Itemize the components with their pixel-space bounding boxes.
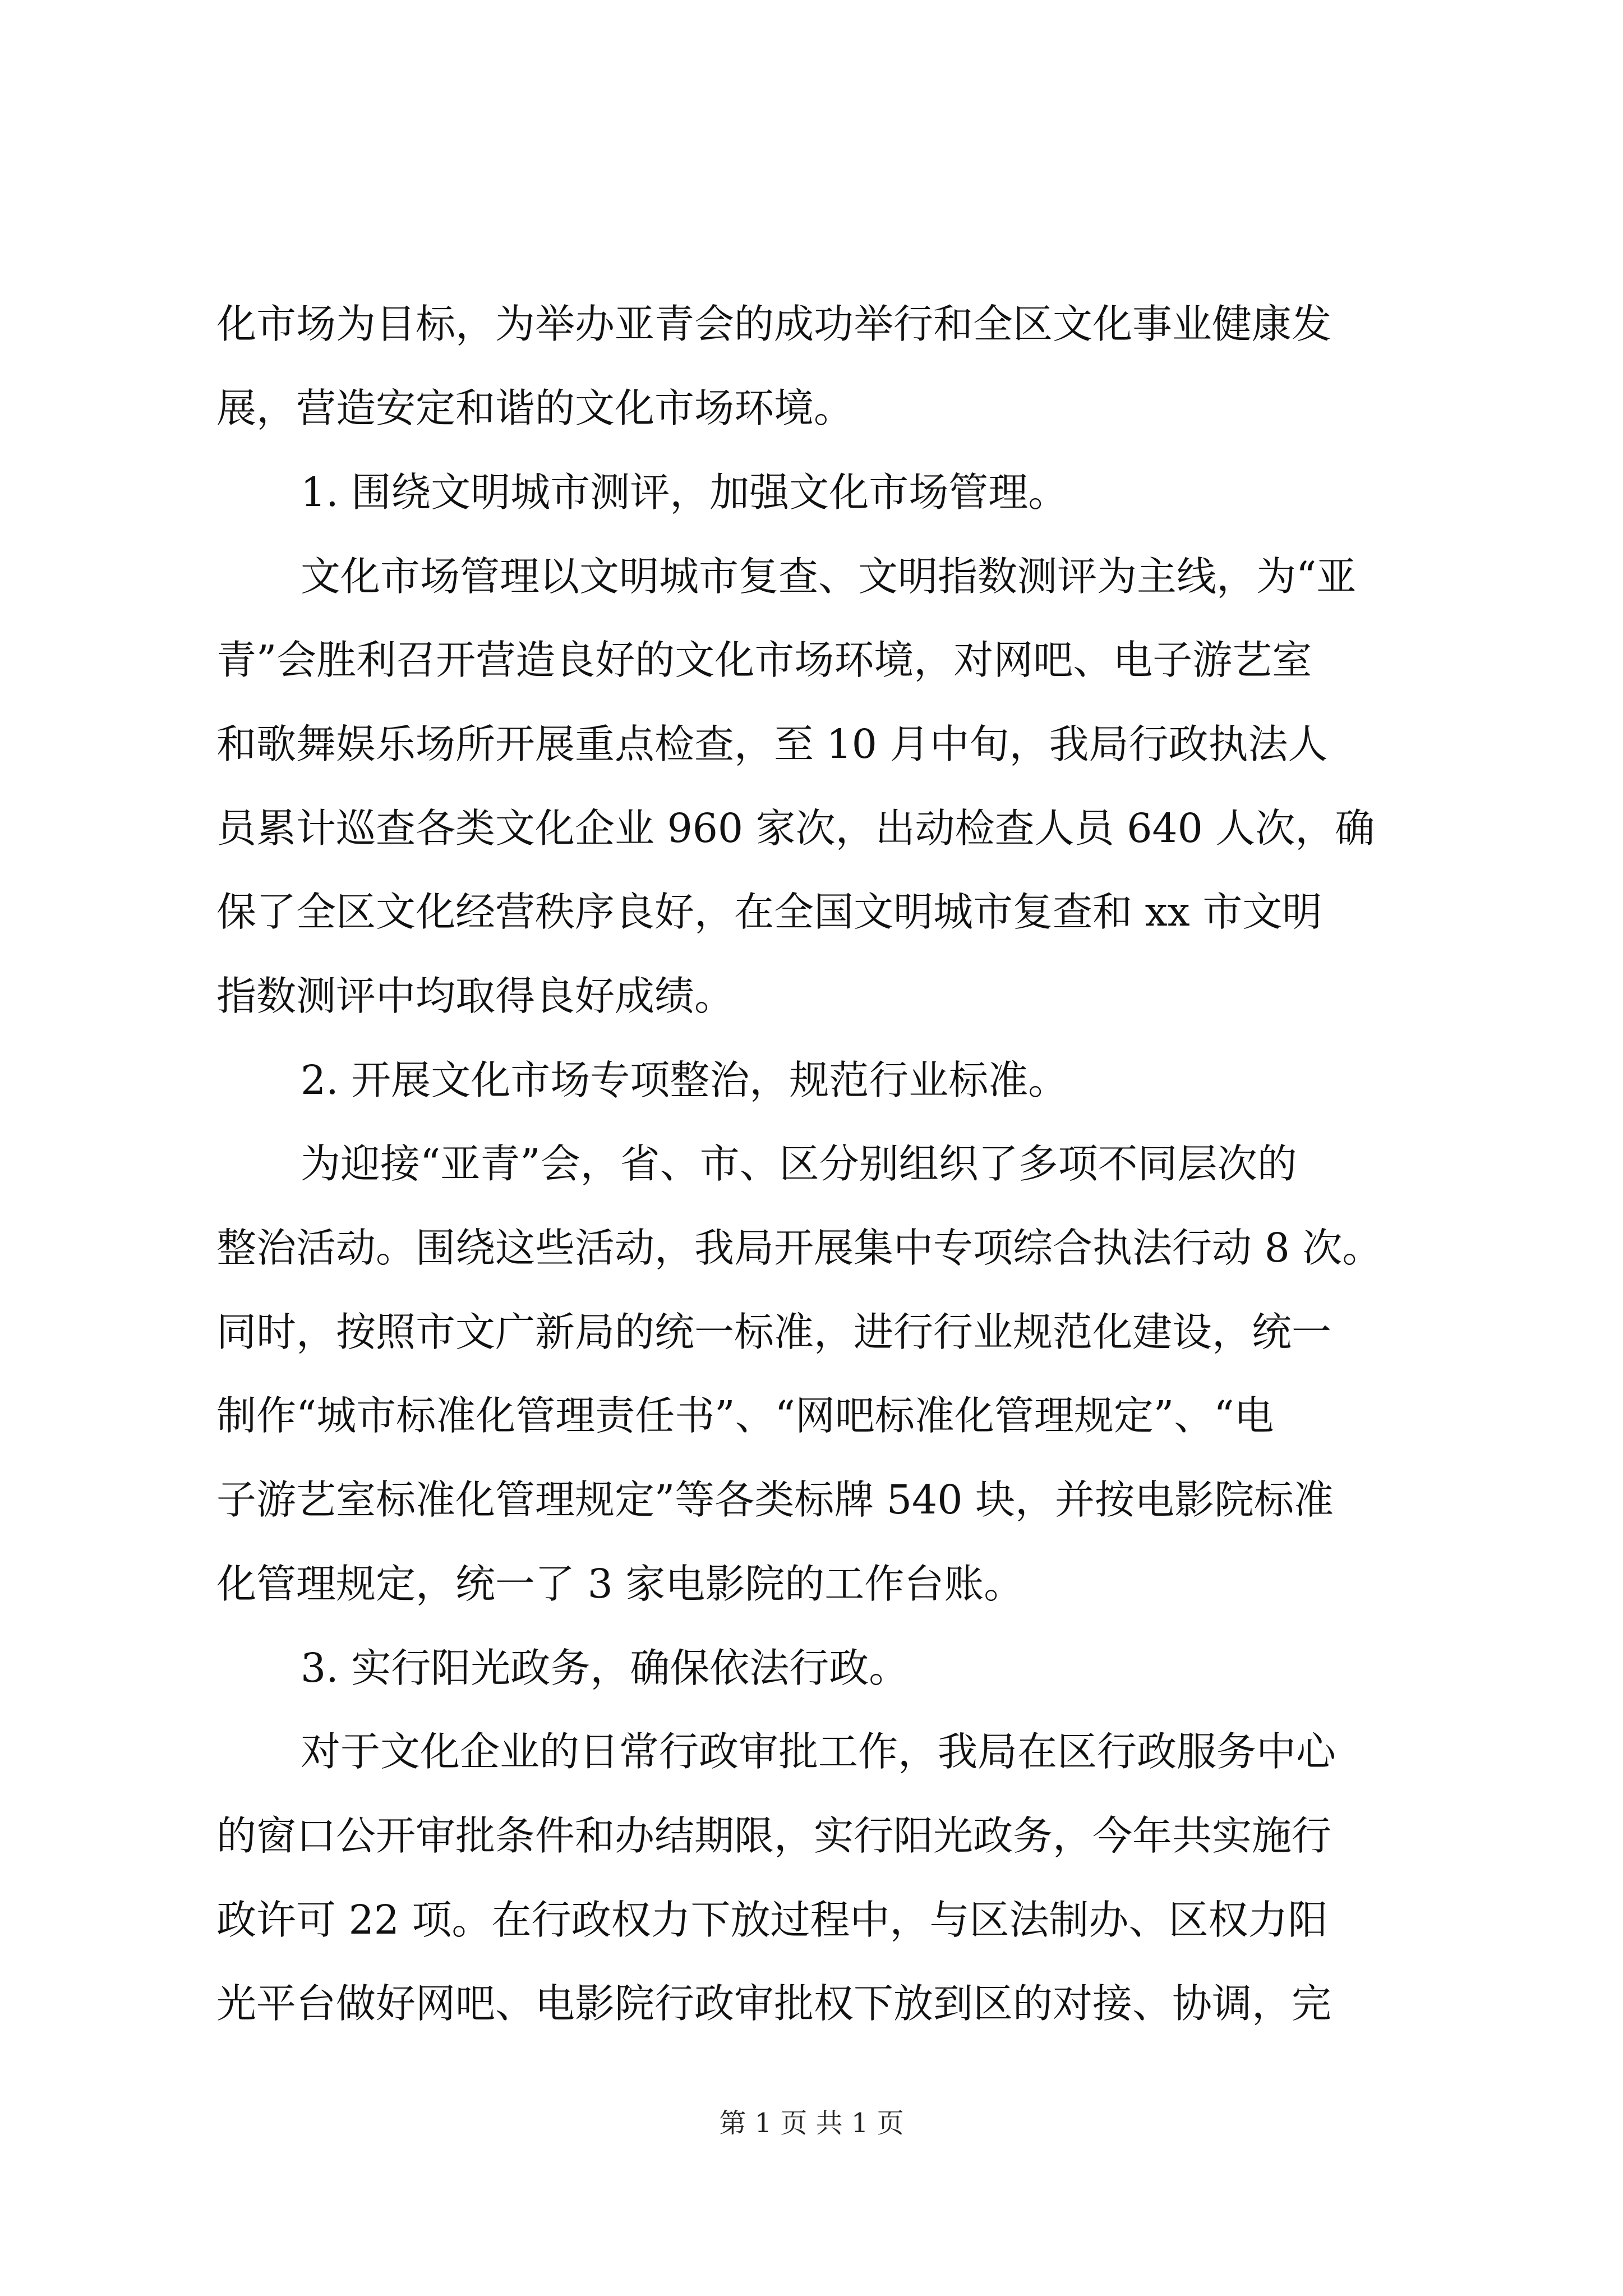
paragraph-line-7: 员累计巡查各类文化企业 960 家次，出动检查人员 640 人次，确 <box>216 805 1375 852</box>
page-footer: 第 1 页 共 1 页 <box>719 2108 904 2139</box>
paragraph-line-8: 保了全区文化经营秩序良好，在全国文明城市复查和 xx 市文明 <box>216 889 1322 935</box>
paragraph-line-1: 化市场为目标，为举办亚青会的成功举行和全区文化事业健康发 <box>216 301 1332 347</box>
paragraph-line-19: 的窗口公开审批条件和办结期限，实行阳光政务，今年共实施行 <box>216 1812 1332 1859</box>
paragraph-line-15: 子游艺室标准化管理规定”等各类标牌 540 块，并按电影院标准 <box>216 1476 1334 1523</box>
paragraph-line-9: 指数测评中均取得良好成绩。 <box>216 973 735 1019</box>
paragraph-line-6: 和歌舞娱乐场所开展重点检查，至 10 月中旬，我局行政执法人 <box>216 721 1328 767</box>
paragraph-line-21: 光平台做好网吧、电影院行政审批权下放到区的对接、协调，完 <box>216 1980 1332 2027</box>
paragraph-line-11: 为迎接“亚青”会，省、市、区分别组织了多项不同层次的 <box>301 1140 1297 1187</box>
paragraph-line-12: 整治活动。围绕这些活动，我局开展集中专项综合执法行动 8 次。 <box>216 1225 1382 1271</box>
section-heading-3: 3. 实行阳光政务，确保依法行政。 <box>301 1645 909 1691</box>
section-heading-1: 1. 围绕文明城市测评，加强文化市场管理。 <box>301 469 1068 516</box>
paragraph-line-13: 同时，按照市文广新局的统一标准，进行行业规范化建设，统一 <box>216 1309 1332 1355</box>
paragraph-line-16: 化管理规定，统一了 3 家电影院的工作台账。 <box>216 1561 1024 1607</box>
paragraph-line-20: 政许可 22 项。在行政权力下放过程中，与区法制办、区权力阳 <box>216 1897 1328 1943</box>
paragraph-line-14: 制作“城市标准化管理责任书”、“网吧标准化管理规定”、“电 <box>216 1392 1274 1439</box>
paragraph-line-18: 对于文化企业的日常行政审批工作，我局在区行政服务中心 <box>301 1728 1336 1775</box>
section-heading-2: 2. 开展文化市场专项整治，规范行业标准。 <box>301 1057 1068 1103</box>
paragraph-line-4: 文化市场管理以文明城市复查、文明指数测评为主线，为“亚 <box>301 553 1357 600</box>
paragraph-line-5: 青”会胜利召开营造良好的文化市场环境，对网吧、电子游艺室 <box>216 637 1312 683</box>
paragraph-line-2: 展，营造安定和谐的文化市场环境。 <box>216 385 854 431</box>
